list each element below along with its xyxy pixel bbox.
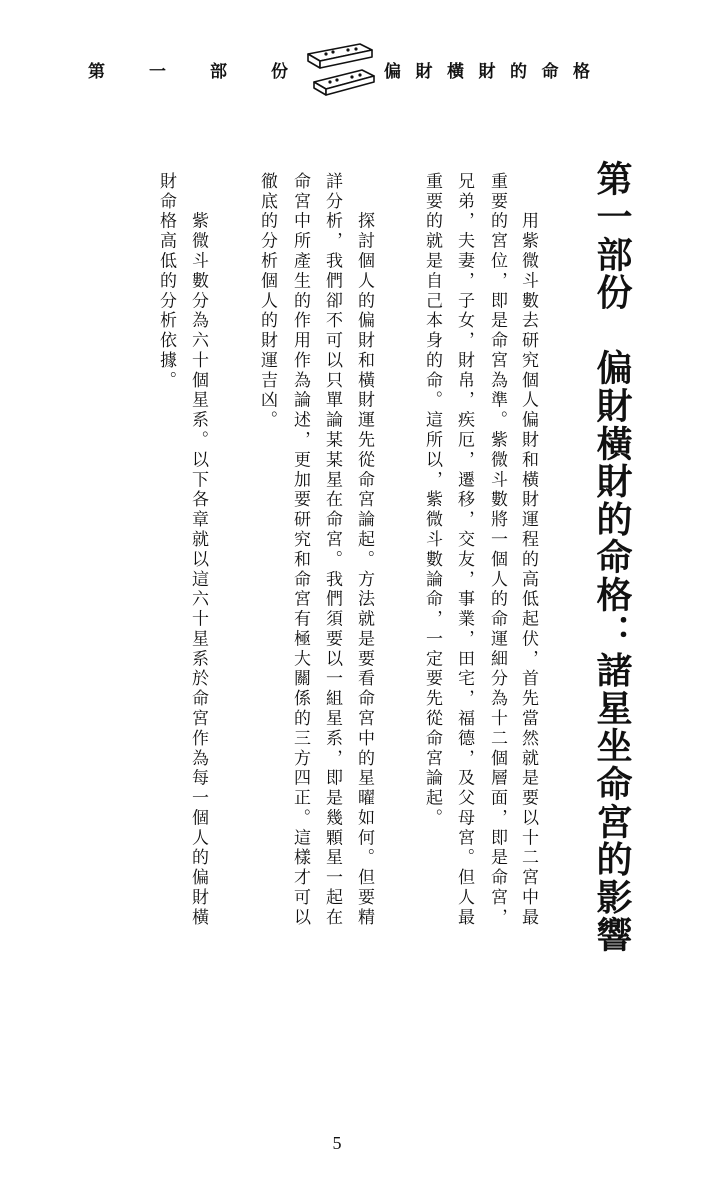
text-column: 財命格高低的分析依據。 — [156, 172, 176, 391]
text-column: 重要的就是自己本身的命。這所以，紫微斗數論命，一定要先從命宮論起。 — [422, 172, 442, 829]
text-column: 兄弟，夫妻，子女，財帛，疾厄，遷移，交友，事業，田宅，福德，及父母宮。但人最 — [454, 172, 474, 928]
header-chapter-char: 橫 — [447, 62, 464, 82]
header-part-char: 份 — [271, 62, 288, 82]
page-number: 5 — [332, 1133, 342, 1153]
chapter-title: 第一部份 偏財橫財的命格：諸星坐命宮的影響 — [591, 160, 632, 954]
header-chapter-char: 財 — [415, 62, 433, 82]
running-header-part — [88, 55, 288, 89]
text-column: 徹底的分析個人的財運吉凶。 — [257, 172, 277, 431]
header-chapter-char: 財 — [478, 62, 496, 82]
header-part-char: 第 — [88, 62, 105, 82]
header-part-char: 部 — [210, 62, 227, 82]
text-column: 重要的宮位，即是命宮為準。紫微斗數將一個人的命運細分為十二個層面，即是命宮， — [487, 172, 507, 928]
text-column: 詳分析，我們卻不可以只單論某某星在命宮。我們須要以一組星系，即是幾顆星一起在 — [322, 172, 342, 928]
header-part-char: 一 — [149, 62, 166, 82]
header-chapter-char: 的 — [510, 62, 527, 82]
text-column: 用紫微斗數去研究個人偏財和橫財運程的高低起伏，首先當然就是要以十二宮中最 — [518, 172, 538, 928]
running-header-chapter — [384, 55, 590, 89]
header-chapter-char: 命 — [541, 62, 559, 82]
header-chapter-char: 偏 — [384, 62, 401, 82]
header-chapter-char: 格 — [573, 62, 590, 82]
text-column: 紫微斗數分為六十個星系。以下各章就以這六十星系於命宮作為每一個人的偏財橫 — [188, 172, 208, 928]
text-column: 探討個人的偏財和橫財運先從命宮論起。方法就是要看命宮中的星曜如何。但要精 — [354, 172, 374, 928]
dice-icon — [300, 38, 380, 98]
text-column: 命宮中所產生的作用作為論述，更加要研究和命宮有極大關係的三方四正。這樣才可以 — [290, 172, 310, 928]
